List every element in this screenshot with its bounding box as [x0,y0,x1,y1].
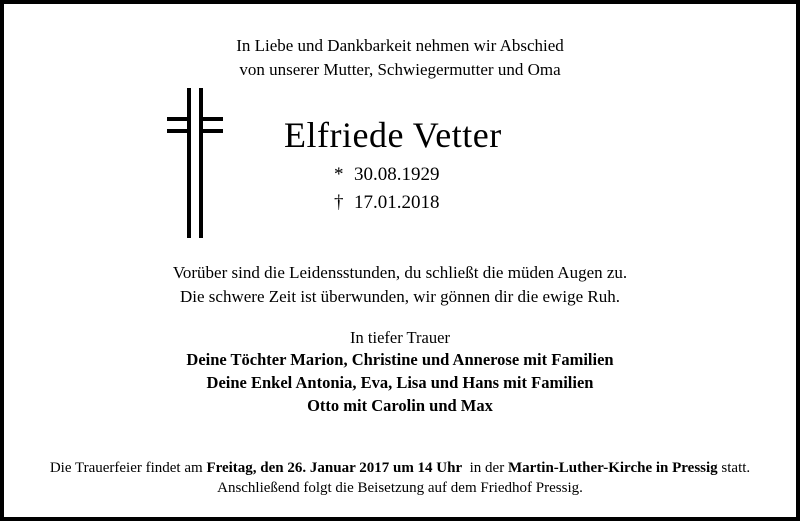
death-date: 17.01.2018 [354,192,440,213]
mourner-line: Otto mit Carolin und Max [307,396,493,415]
poem-line-1: Vorüber sind die Leidensstunden, du schließt die müden Augen zu. [172,263,628,282]
funeral-info-line [4,458,796,478]
birth-date-line [334,164,440,186]
birth-date: 30.08.1929 [354,164,440,185]
funeral-info-suffix: statt. [717,460,751,476]
funeral-date-time: Freitag, den 26. Januar 2017 um 14 Uhr [206,460,463,476]
intro-line-2: von unserer Mutter, Schwiegermutter und Oma [239,60,561,79]
poem-line-2: Die schwere Zeit ist überwunden, wir gönnen dir die ewige Ruh. [180,287,620,306]
cross-icon [167,88,223,238]
birth-star-icon: * [334,164,344,185]
death-date-line [334,192,440,214]
mourner-line: Deine Enkel Antonia, Eva, Lisa und Hans mit Familien [206,373,594,392]
funeral-location: Martin-Luther-Kirche in Pressig [507,460,718,476]
funeral-info-middle: in der [462,460,508,476]
death-dagger-icon: † [334,192,344,213]
mourner-line: Deine Töchter Marion, Christine und Annerose mit Familien [186,350,614,369]
deceased-name: Elfriede Vetter [284,115,502,155]
mourning-heading: In tiefer Trauer [350,328,450,347]
intro-line-1: In Liebe und Dankbarkeit nehmen wir Abschied [236,36,564,55]
funeral-info-prefix: Die Trauerfeier findet am [49,460,207,476]
burial-info-line: Anschließend folgt die Beisetzung auf dem Friedhof Pressig. [217,480,583,496]
